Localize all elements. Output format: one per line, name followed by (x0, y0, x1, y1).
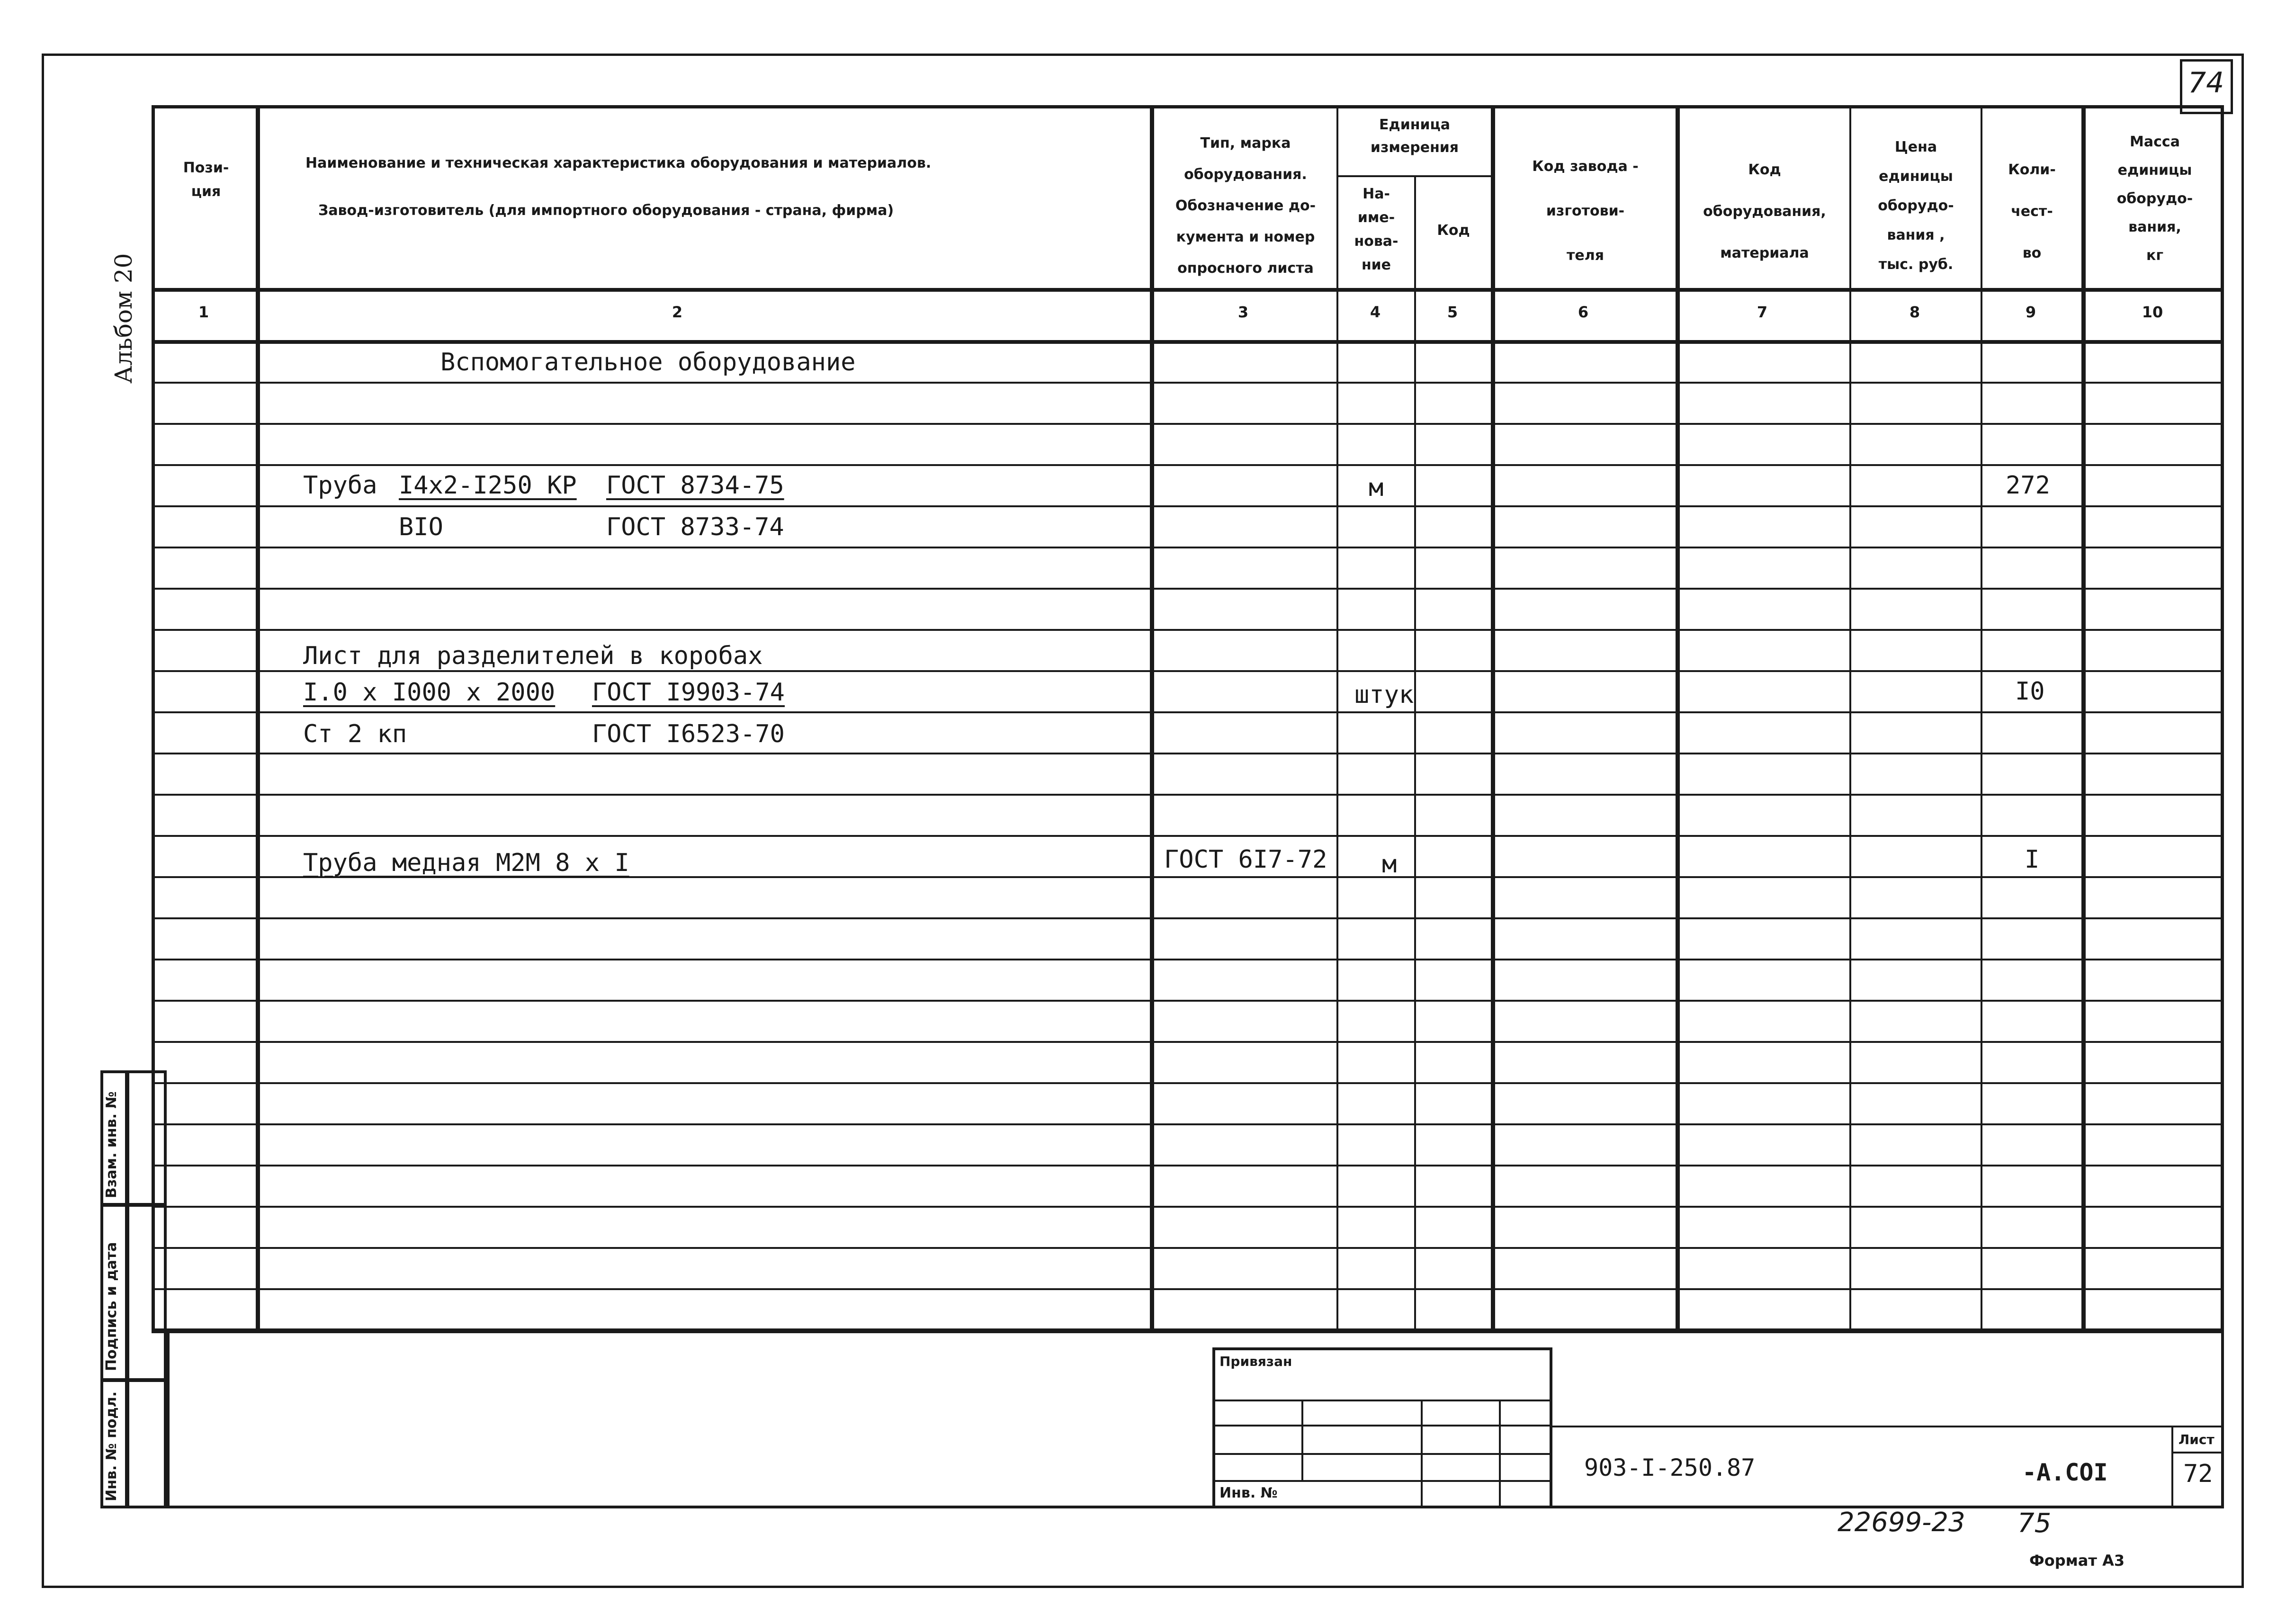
copper-name: Труба медная М2М 8 x I (303, 849, 629, 877)
list-box-divider (2171, 1426, 2173, 1508)
pipe-gost1: ГОСТ 8734-75 (606, 471, 784, 500)
title-block-code-line (1552, 1426, 2224, 1427)
header-col5: Код (1437, 222, 1470, 239)
inv-no-label: Инв. № (1219, 1485, 1278, 1501)
side-stamp-row (100, 1203, 167, 1207)
side-stamp-divider (125, 1070, 129, 1508)
header-col6: Код завода - изготови- теля (1532, 158, 1639, 264)
row-line (152, 1082, 2224, 1084)
row-line (152, 1165, 2224, 1166)
col-line-3 (1336, 105, 1338, 1333)
row-line (152, 505, 2224, 507)
side-stamp-inv-vzam: Взам. инв. № (103, 1091, 120, 1198)
header-col7: Код оборудования, материала (1703, 162, 1826, 261)
row-line (152, 1247, 2224, 1249)
side-stamp-signature-date: Подпись и дата (103, 1242, 120, 1371)
privyazan-vline (1301, 1400, 1303, 1480)
sheet-unit: штук (1354, 681, 1414, 709)
row-line (152, 1041, 2224, 1043)
row-line (152, 959, 2224, 960)
row-line (152, 1206, 2224, 1208)
sheet-gost2: ГОСТ I6523-70 (592, 720, 785, 748)
row-line (152, 629, 2224, 631)
header-divider (152, 288, 2224, 292)
row-line (152, 588, 2224, 590)
colnum-9: 9 (2025, 303, 2036, 321)
row-line (152, 1000, 2224, 1002)
colnum-7: 7 (1757, 303, 1768, 321)
row-line (152, 753, 2224, 754)
pipe-unit: м (1369, 474, 1384, 502)
header-col9: Коли- чест- во (2008, 162, 2056, 261)
colnum-4: 4 (1370, 303, 1381, 321)
row-line (152, 794, 2224, 796)
colnum-2: 2 (672, 303, 683, 321)
sheet-size: I.0 x I000 x 2000 (303, 678, 556, 707)
bottom-handwritten-number: 22699-23 (1838, 1507, 1965, 1538)
sheet-qty: I0 (2015, 677, 2045, 706)
side-stamp-row (100, 1378, 167, 1382)
copper-unit: м (1382, 850, 1397, 879)
format-label: Формат А3 (2029, 1552, 2125, 1570)
col-line-6 (1676, 105, 1680, 1333)
col-line-8 (1981, 105, 1982, 1333)
row-line (152, 1123, 2224, 1125)
privyazan-line (1212, 1453, 1552, 1455)
row-line (152, 547, 2224, 548)
colnum-6: 6 (1578, 303, 1589, 321)
header-col3: Тип, марка оборудования. Обозначение до- кумента и номер опросного листа (1175, 135, 1316, 277)
colnum-5: 5 (1447, 303, 1458, 321)
unit-group-divider (1336, 175, 1493, 177)
side-stamp-inv-podl: Инв. № подл. (103, 1391, 120, 1501)
row-line (152, 423, 2224, 425)
sheet-gost1: ГОСТ I9903-74 (592, 678, 785, 707)
pipe-grade: BIO (399, 513, 443, 541)
privyazan-label: Привязан (1219, 1354, 1292, 1369)
pipe-spec: I4x2-I250 КР (399, 471, 577, 500)
header-col1: Пози- ция (183, 160, 229, 200)
col-line-5 (1491, 105, 1495, 1333)
colnum-divider (152, 340, 2224, 344)
colnum-8: 8 (1909, 303, 1920, 321)
row-line (152, 464, 2224, 466)
section-title: Вспомогательное оборудование (440, 348, 856, 377)
privyazan-vline (1499, 1400, 1501, 1508)
colnum-3: 3 (1237, 303, 1249, 321)
header-unit-group: Единица измерения (1370, 117, 1459, 156)
row-line (152, 670, 2224, 672)
col-line-9 (2081, 105, 2086, 1333)
colnum-10: 10 (2142, 303, 2163, 321)
row-line (152, 711, 2224, 713)
list-box-line (2171, 1452, 2224, 1454)
sheet-grade: Ст 2 кп (303, 720, 407, 748)
row-line (152, 1288, 2224, 1290)
doc-code: 903-I-250.87 (1584, 1454, 1756, 1481)
row-line (152, 835, 2224, 837)
header-col8: Цена единицы оборудо- вания , тыс. руб. (1878, 139, 1954, 273)
header-col2-line2: Завод-изготовитель (для импортного оборудования - страна, фирма) (318, 202, 894, 219)
bottom-page-number: 75 (2017, 1508, 2052, 1539)
col-line-1 (256, 105, 260, 1333)
header-col2-line1: Наименование и техническая характеристика оборудования и материалов. (305, 155, 932, 171)
doc-suffix: -А.CОI (2022, 1459, 2108, 1486)
colnum-1: 1 (198, 303, 209, 321)
list-label: Лист (2178, 1432, 2214, 1447)
copper-qty: I (2025, 845, 2040, 874)
privyazan-vline (1421, 1400, 1423, 1508)
privyazan-line (1212, 1425, 1552, 1427)
title-block-frame (167, 1328, 2224, 1508)
pipe-gost2: ГОСТ 8733-74 (606, 513, 784, 541)
col-line-7 (1849, 105, 1851, 1333)
row-line (152, 382, 2224, 384)
pipe-qty: 272 (2006, 471, 2050, 500)
corner-number: 74 (2188, 66, 2224, 99)
col-line-2 (1150, 105, 1154, 1333)
copper-doc: ГОСТ 6I7-72 (1164, 845, 1327, 874)
sheet-name: Лист для разделителей в коробах (303, 642, 763, 670)
header-col4: На- име- нова- ние (1354, 186, 1399, 273)
pipe-name: Труба (303, 471, 377, 500)
privyazan-line (1212, 1400, 1552, 1401)
row-line (152, 917, 2224, 919)
list-number: 72 (2183, 1460, 2213, 1488)
album-label: Альбом 20 (110, 253, 137, 384)
header-col10: Масса единицы оборудо- вания, кг (2116, 134, 2193, 264)
